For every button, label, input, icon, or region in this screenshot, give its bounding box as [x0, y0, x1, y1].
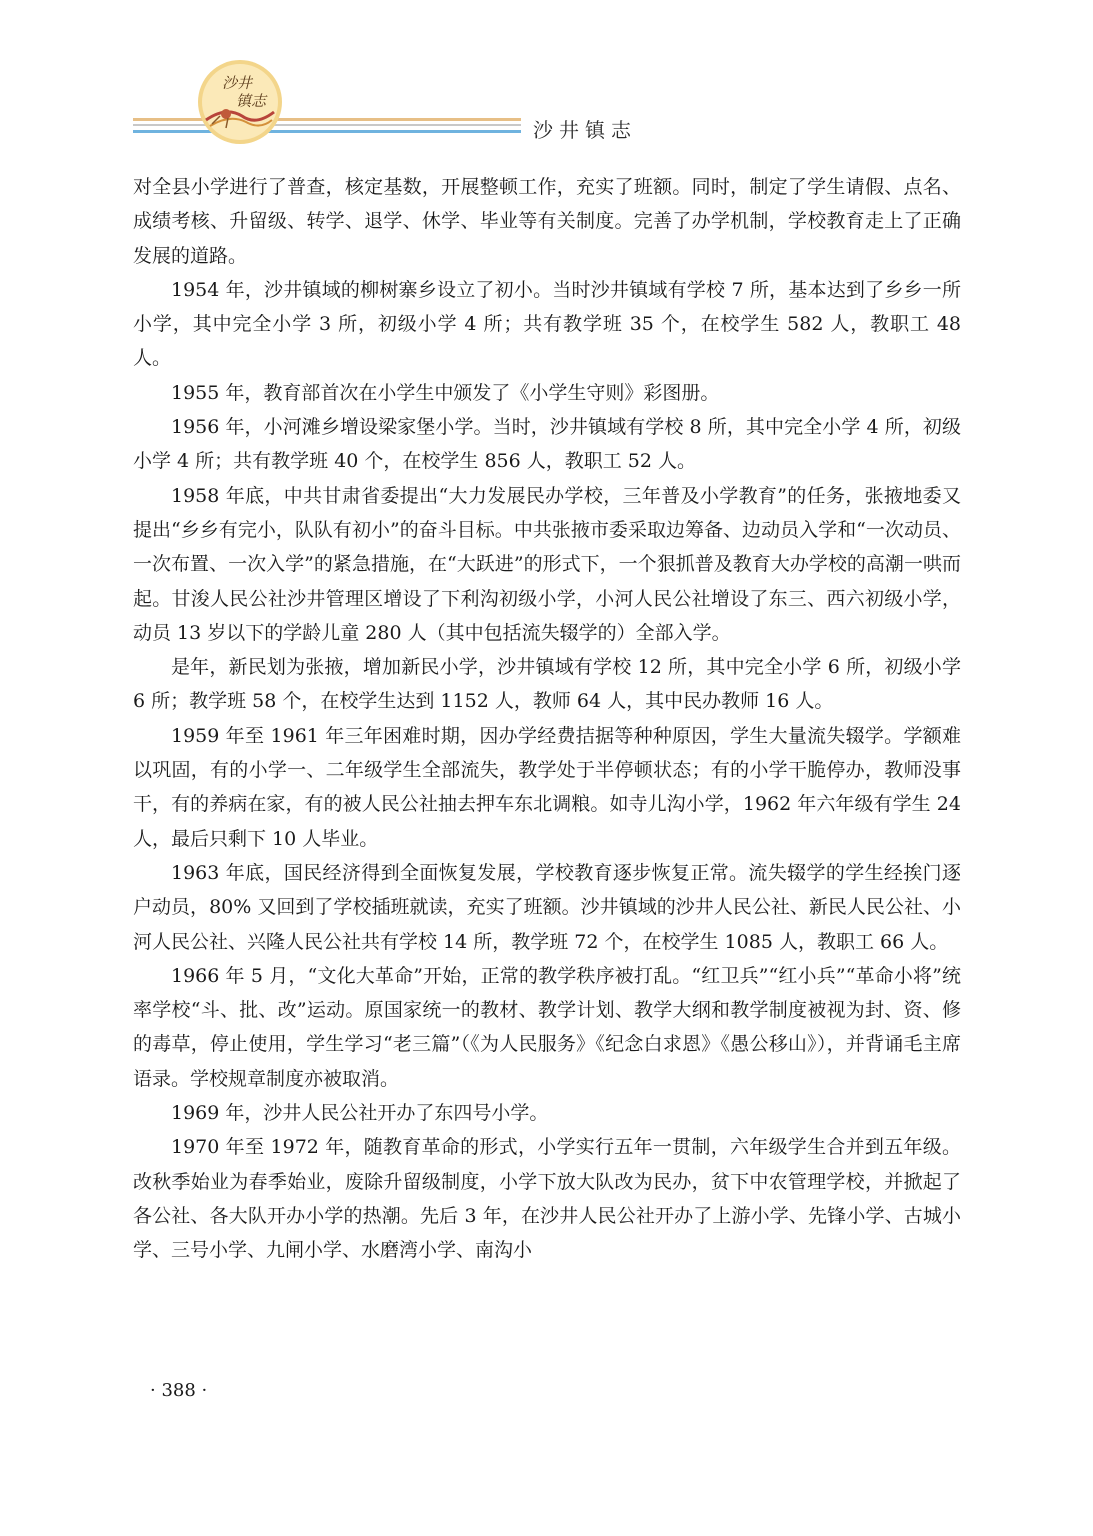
page-header — [0, 0, 1093, 150]
paragraph: 1954 年，沙井镇域的柳树寨乡设立了初小。当时沙井镇域有学校 7 所，基本达到了乡乡一所小学，其中完全小学 3 所，初级小学 4 所；共有教学班 35 个，在校学生 582 人，教职工 48 人。 — [133, 278, 961, 370]
logo-seal-icon — [196, 58, 284, 146]
paragraph: 1958 年底，中共甘肃省委提出“大力发展民办学校，三年普及小学教育”的任务，张掖地委又提出“乡乡有完小，队队有初小”的奋斗目标。中共张掖市委采取边筹备、边动员入学和“一次动员、一次布置、一次入学”的紧急措施，在“大跃进”的形式下，一个狠抓普及教育大办学校的高潮一哄而起。甘浚人民公社沙井管理区增设了下利沟初级小学，小河人民公社增设了东三、西六初级小学，动员 13 岁以下的学龄儿童 280 人（其中包括流失辍学的）全部入学。 — [133, 484, 961, 644]
paragraph: 1955 年，教育部首次在小学生中颁发了《小学生守则》彩图册。 — [171, 381, 720, 404]
svg-text:镇志: 镇志 — [236, 92, 267, 110]
paragraph: 1966 年 5 月，“文化大革命”开始，正常的教学秩序被打乱。“红卫兵”“红小兵”“革命小将”统率学校“斗、批、改”运动。原国家统一的教材、教学计划、教学大纲和教学制度被视为封、资、修的毒草，停止使用，学生学习“老三篇”（《为人民服务》《纪念白求恩》《愚公移山》），并背诵毛主席语录。学校规章制度亦被取消。 — [133, 964, 961, 1090]
page-number: · 388 · — [150, 1380, 208, 1401]
paragraph: 1956 年，小河滩乡增设梁家堡小学。当时，沙井镇域有学校 8 所，其中完全小学 4 所，初级小学 4 所；共有教学班 40 个，在校学生 856 人，教职工 52 人。 — [133, 416, 961, 473]
paragraph: 1959 年至 1961 年三年困难时期，因办学经费拮据等种种原因，学生大量流失辍学。学额难以巩固，有的小学一、二年级学生全部流失，教学处于半停顿状态；有的小学干脆停办，教师没事干，有的养病在家，有的被人民公社抽去押车东北调粮。如寺儿沟小学，1962 年六年级有学生 24 人，最后只剩下 10 人毕业。 — [133, 724, 961, 850]
paragraph: 是年，新民划为张掖，增加新民小学，沙井镇域有学校 12 所，其中完全小学 6 所，初级小学 6 所；教学班 58 个，在校学生达到 1152 人，教师 64 人，其中民办教师 16 人。 — [133, 656, 961, 713]
header-rule-gold — [133, 118, 521, 121]
body-text — [133, 170, 961, 1268]
paragraph: 1969 年，沙井人民公社开办了东四号小学。 — [171, 1102, 549, 1125]
paragraph: 1963 年底，国民经济得到全面恢复发展，学校教育逐步恢复正常。流失辍学的学生经挨门逐户动员，80% 又回到了学校插班就读，充实了班额。沙井镇域的沙井人民公社、新民人民公社、小河人民公社、兴隆人民公社共有学校 14 所，教学班 72 个，在校学生 1085 人，教职工 66 人。 — [133, 861, 961, 953]
paragraph: 对全县小学进行了普查，核定基数，开展整顿工作，充实了班额。同时，制定了学生请假、点名、成绩考核、升留级、转学、退学、休学、毕业等有关制度。完善了办学机制，学校教育走上了正确发展的道路。 — [133, 176, 961, 267]
svg-text:沙井: 沙井 — [222, 74, 253, 92]
book-title: 沙井镇志 — [533, 118, 637, 142]
paragraph: 1970 年至 1972 年，随教育革命的形式，小学实行五年一贯制，六年级学生合并到五年级。改秋季始业为春季始业，废除升留级制度，小学下放大队改为民办，贫下中农管理学校，并掀起了各公社、各大队开办小学的热潮。先后 3 年，在沙井人民公社开办了上游小学、先锋小学、古城小学、三号小学、九闸小学、水磨湾小学、南沟小 — [133, 1136, 961, 1262]
header-rule-gray — [133, 124, 521, 126]
header-rule-blue — [133, 130, 521, 133]
